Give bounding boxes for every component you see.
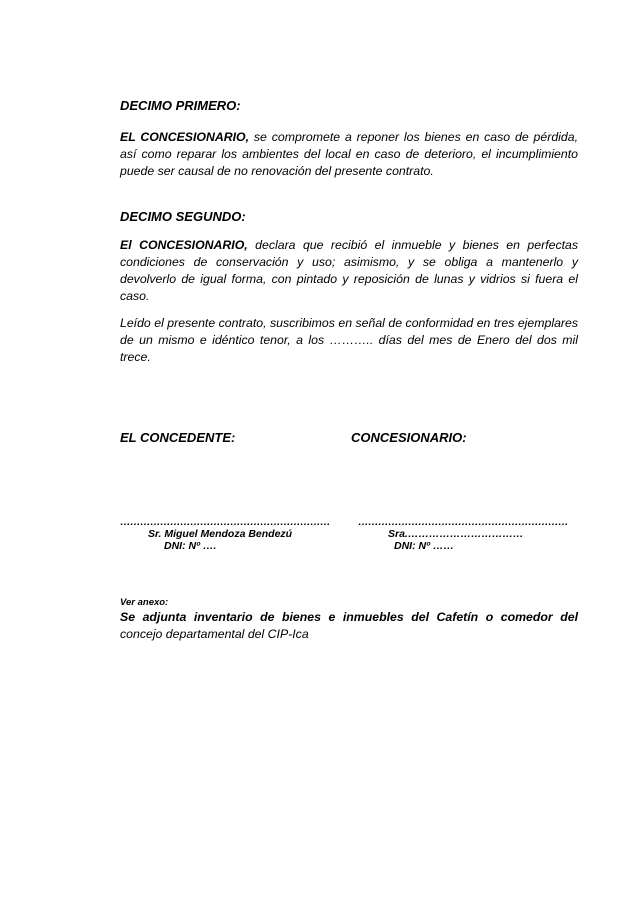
clause-heading-decimo-primero: DECIMO PRIMERO: bbox=[120, 98, 241, 113]
clause-lead-decimo-segundo: El CONCESIONARIO, bbox=[120, 238, 248, 252]
annex-normal-text: concejo departamental del CIP-Ica bbox=[120, 627, 309, 641]
clause-body-decimo-segundo: declara que recibió el inmueble y bienes en perfectas condiciones de conservación y uso; asimismo, y se obliga a mantenerlo y devolverlo de igual forma, con pintado y reposición de lunas y vidrios si fuera el caso. bbox=[120, 238, 579, 303]
concedente-label: EL CONCEDENTE: bbox=[120, 430, 236, 445]
signer-dni: DNI: Nº …… bbox=[394, 540, 454, 552]
signature-line: ……………………………………………………… bbox=[120, 516, 330, 528]
clause-body-decimo-primero: se compromete a reponer los bienes en caso de pérdida, así como reparar los ambientes del local en caso de deterioro, el incumplimiento puede ser causal de no renovación del presente contrato. bbox=[120, 130, 578, 178]
annex-bold-text: Se adjunta inventario de bienes e inmuebles del Cafetín o comedor del bbox=[120, 610, 578, 624]
signature-line: ……………………………………………………… bbox=[358, 516, 568, 528]
annex-label: Ver anexo: bbox=[120, 597, 169, 608]
annex-section bbox=[120, 597, 578, 643]
concesionario-label: CONCESIONARIO: bbox=[351, 430, 467, 445]
clause-lead-decimo-primero: EL CONCESIONARIO, bbox=[120, 130, 249, 144]
signature-labels bbox=[120, 430, 578, 450]
closing-paragraph: Leído el presente contrato, suscribimos en señal de conformidad en tres ejemplares de un mismo e idéntico tenor, a los ……….. días del mes de Enero del dos mil trece. bbox=[120, 316, 578, 364]
clause-text-decimo-primero bbox=[120, 129, 578, 180]
signer-name: Sr. Miguel Mendoza Bendezú bbox=[148, 528, 293, 540]
annex-text bbox=[120, 609, 578, 643]
signature-block-concedente bbox=[120, 516, 330, 552]
signature-block-concesionario bbox=[358, 516, 568, 552]
clause-heading-decimo-segundo: DECIMO SEGUNDO: bbox=[120, 209, 246, 224]
signer-name: Sra.…………………………… bbox=[388, 528, 524, 540]
signer-dni: DNI: Nº …. bbox=[164, 540, 217, 552]
clause-text-decimo-segundo bbox=[120, 237, 578, 305]
